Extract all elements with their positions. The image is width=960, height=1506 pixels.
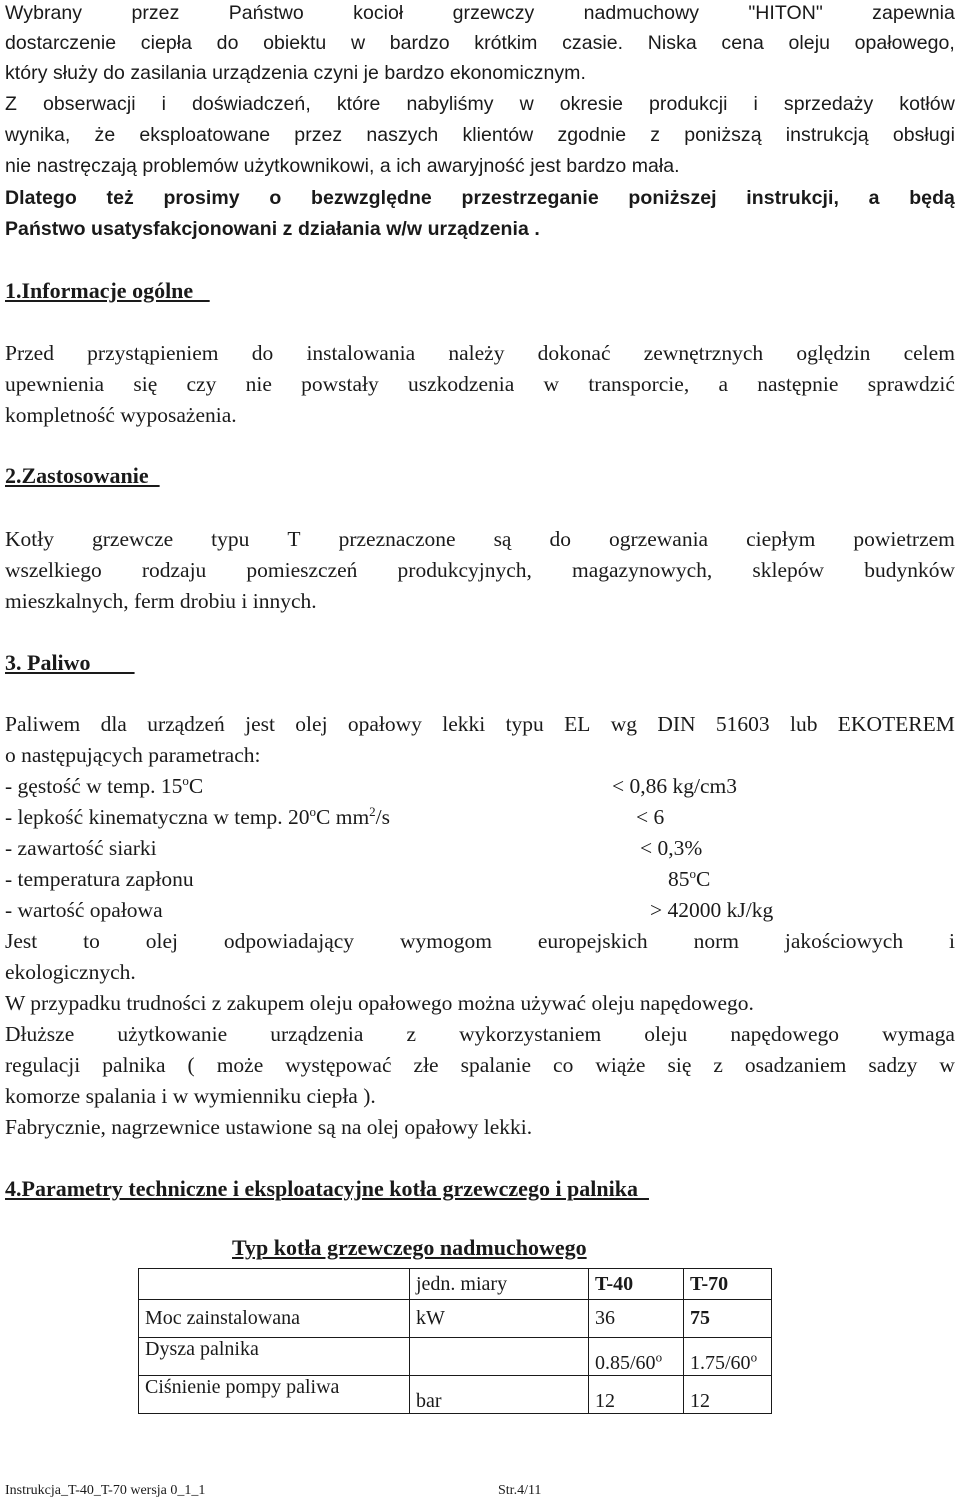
word: celem: [903, 341, 955, 365]
word: jest: [245, 712, 275, 736]
word: z: [650, 124, 661, 146]
word: okresie: [559, 93, 623, 115]
parameters-table: [138, 1268, 772, 1414]
section-2-line-1: [5, 524, 955, 554]
word: i: [161, 93, 167, 115]
word: się: [133, 372, 158, 396]
word: uszkodzenia: [408, 372, 515, 396]
table-cell: Moc zainstalowana: [139, 1300, 410, 1338]
word: należy: [448, 341, 505, 365]
table-cell: kW: [410, 1300, 589, 1338]
word: Z: [5, 93, 17, 115]
word: ogrzewania: [609, 527, 709, 551]
word: kocioł: [353, 2, 404, 24]
word: produkcyjnych,: [397, 558, 532, 582]
word: Państwo: [228, 2, 304, 24]
word: sadzy: [868, 1053, 918, 1077]
word: EL: [564, 712, 591, 736]
intro-line-6: nie nastręczają problemów użytkownikowi, a ich awaryjność jest bardzo mała.: [5, 155, 680, 177]
word: (: [187, 1053, 195, 1077]
word: do: [216, 32, 239, 54]
word: czasie.: [562, 32, 624, 54]
word: wiąże: [595, 1053, 646, 1077]
table-cell: [410, 1338, 589, 1376]
table-cell: 12: [684, 1376, 772, 1414]
word: typu: [211, 527, 250, 551]
word: krótkim: [474, 32, 538, 54]
table-row: [139, 1376, 772, 1414]
word: też: [106, 187, 134, 209]
word: pomieszczeń: [246, 558, 358, 582]
section-1-line-1: [5, 338, 955, 368]
word: zapewnia: [872, 2, 955, 24]
word: jakościowych: [784, 929, 904, 953]
param-density-label: - gęstość w temp. 15$^o$C: [5, 772, 204, 798]
param-sulfur-label: - zawartość siarki: [5, 836, 157, 860]
footer-page-number: Str.4/11: [498, 1483, 542, 1498]
word: rodzaju: [141, 558, 207, 582]
word: osadzaniem: [744, 1053, 847, 1077]
word: norm: [693, 929, 739, 953]
param-density-value: < 0,86 kg/cm3: [612, 774, 737, 798]
word: a: [718, 372, 728, 396]
word: oględzin: [796, 341, 871, 365]
word: złe: [413, 1053, 439, 1077]
section-3-line-2: o następujących parametrach:: [5, 743, 261, 767]
section-3-line-4: ekologicznych.: [5, 960, 136, 984]
word: o: [269, 187, 282, 209]
word: Kotły: [5, 527, 54, 551]
table-cell: Ciśnienie pompy paliwa: [139, 1376, 410, 1414]
section-3-line-6: [5, 1019, 955, 1049]
table-cell: bar: [410, 1376, 589, 1414]
word: się: [667, 1053, 692, 1077]
word: występować: [285, 1053, 392, 1077]
word: olej: [145, 929, 179, 953]
table-cell: 12: [589, 1376, 684, 1414]
word: użytkowanie: [117, 1022, 228, 1046]
word: są: [493, 527, 512, 551]
word: spalanie: [460, 1053, 532, 1077]
word: napędowego: [730, 1022, 839, 1046]
word: wykorzystaniem: [459, 1022, 602, 1046]
word: może: [216, 1053, 264, 1077]
word: w: [350, 32, 366, 54]
word: 51603: [715, 712, 770, 736]
section-3-line-9: Fabrycznie, nagrzewnice ustawione są na olej opałowy lekki.: [5, 1115, 533, 1139]
word: urządzeń: [147, 712, 225, 736]
word: obsługi: [892, 124, 955, 146]
word: grzewczy: [452, 2, 535, 24]
section-3-line-3: [5, 926, 955, 956]
section-3-line-7: [5, 1050, 955, 1080]
intro-line-2: [5, 28, 955, 58]
word: które: [336, 93, 381, 115]
word: i: [948, 929, 955, 953]
word: typu: [505, 712, 544, 736]
word: dostarczenie: [5, 32, 117, 54]
word: opałowy: [347, 712, 422, 736]
word: przez: [294, 124, 343, 146]
word: Wybrany: [5, 2, 83, 24]
section-4-heading: 4.Parametry techniczne i eksploatacyjne kotła grzewczego i palnika: [5, 1176, 649, 1201]
section-3-line-1: [5, 709, 955, 739]
word: z: [406, 1022, 416, 1046]
word: prosimy: [163, 187, 240, 209]
table-header-cell: jedn. miary: [410, 1269, 589, 1300]
word: obiektu: [263, 32, 327, 54]
table-cell: Dysza palnika: [139, 1338, 410, 1376]
word: regulacji: [5, 1053, 81, 1077]
word: "HITON": [748, 2, 823, 24]
word: dla: [100, 712, 127, 736]
word: instrukcją: [785, 124, 869, 146]
word: Dłuższe: [5, 1022, 75, 1046]
word: bezwzględne: [310, 187, 432, 209]
word: przestrzeganie: [461, 187, 599, 209]
word: klientów: [462, 124, 534, 146]
word: czy: [186, 372, 217, 396]
table-header-cell: [139, 1269, 410, 1300]
word: wymogom: [399, 929, 492, 953]
table-header-row: [139, 1269, 772, 1300]
footer-document-id: Instrukcja_T-40_T-70 wersja 0_1_1: [5, 1483, 206, 1498]
word: Przed: [5, 341, 54, 365]
table-row: [139, 1300, 772, 1338]
word: Paliwem: [5, 712, 81, 736]
word: przez: [131, 2, 180, 24]
word: w: [939, 1053, 955, 1077]
word: Niska: [647, 32, 697, 54]
table-cell: 36: [589, 1300, 684, 1338]
intro-line-1: [5, 0, 955, 28]
word: bardzo: [389, 32, 450, 54]
word: poniższej: [628, 187, 717, 209]
param-calorific-label: - wartość opałowa: [5, 898, 163, 922]
word: wszelkiego: [5, 558, 102, 582]
word: będą: [909, 187, 955, 209]
word: dokonać: [537, 341, 611, 365]
word: wynika,: [5, 124, 71, 146]
word: lekki: [442, 712, 486, 736]
word: do: [251, 341, 274, 365]
section-3-line-8: komorze spalania i w wymienniku ciepła ).: [5, 1084, 376, 1108]
word: instalowania: [306, 341, 416, 365]
word: sprzedaży: [783, 93, 874, 115]
word: obserwacji: [42, 93, 136, 115]
word: to: [83, 929, 100, 953]
word: naszych: [366, 124, 439, 146]
word: odpowiadający: [223, 929, 355, 953]
word: i: [753, 93, 758, 115]
word: doświadczeń,: [192, 93, 311, 115]
word: że: [94, 124, 116, 146]
param-viscosity-label: - lepkość kinematyczna w temp. 20$^o$C $mm^2/s$: [5, 803, 391, 829]
word: nadmuchowy: [583, 2, 700, 24]
word: poniższą: [684, 124, 762, 146]
word: nie: [245, 372, 272, 396]
word: budynków: [864, 558, 955, 582]
word: oleju: [644, 1022, 688, 1046]
table-header-cell: T-70: [684, 1269, 772, 1300]
word: transporcie,: [588, 372, 690, 396]
word: do: [549, 527, 571, 551]
word: sprawdzić: [867, 372, 955, 396]
section-3-line-5: W przypadku trudności z zakupem oleju opałowego można używać oleju napędowego.: [5, 991, 754, 1015]
word: Dlatego: [5, 187, 77, 209]
param-calorific-value: > 42000 kJ/kg: [650, 898, 774, 922]
table-cell: 0.85/60$^o$: [589, 1338, 684, 1376]
word: ciepłym: [746, 527, 816, 551]
word: co: [553, 1053, 574, 1077]
table-header-cell: T-40: [589, 1269, 684, 1300]
word: palnika: [102, 1053, 166, 1077]
word: a: [868, 187, 880, 209]
param-viscosity-value: < 6: [636, 805, 665, 829]
word: ciepła: [140, 32, 193, 54]
intro-line-5: [5, 120, 955, 150]
intro-line-4: [5, 89, 955, 119]
word: przeznaczone: [338, 527, 456, 551]
word: w: [519, 93, 534, 115]
section-1-line-2: [5, 369, 955, 399]
word: przystąpieniem: [87, 341, 219, 365]
section-2-line-3: mieszkalnych, ferm drobiu i innych.: [5, 589, 317, 613]
word: następnie: [757, 372, 839, 396]
word: EKOTEREM: [837, 712, 955, 736]
word: grzewcze: [92, 527, 174, 551]
word: upewnienia: [5, 372, 105, 396]
word: lub: [789, 712, 818, 736]
table-row: [139, 1338, 772, 1376]
param-flashpoint-label: - temperatura zapłonu: [5, 867, 194, 891]
word: instrukcji,: [746, 187, 839, 209]
word: powstały: [301, 372, 379, 396]
word: z: [713, 1053, 723, 1077]
word: eksploatowane: [139, 124, 271, 146]
word: zgodnie: [557, 124, 627, 146]
word: wymaga: [882, 1022, 955, 1046]
section-3-heading: 3. Paliwo: [5, 650, 135, 675]
word: olej: [295, 712, 328, 736]
table-title: Typ kotła grzewczego nadmuchowego: [232, 1235, 587, 1260]
word: opałowego,: [854, 32, 955, 54]
word: zewnętrznych: [643, 341, 764, 365]
section-1-heading: 1.Informacje ogólne: [5, 278, 210, 303]
intro-line-3: który służy do zasilania urządzenia czyni je bardzo ekonomicznym.: [5, 62, 586, 84]
word: produkcji: [649, 93, 728, 115]
word: powietrzem: [853, 527, 955, 551]
word: magazynowych,: [572, 558, 713, 582]
section-2-line-2: [5, 555, 955, 585]
word: cena: [721, 32, 764, 54]
word: Jest: [5, 929, 38, 953]
param-sulfur-value: < 0,3%: [640, 836, 703, 860]
section-2-heading: 2.Zastosowanie: [5, 463, 160, 488]
section-1-line-3: kompletność wyposażenia.: [5, 403, 237, 427]
word: DIN: [657, 712, 696, 736]
table-cell: 1.75/60$^o$: [684, 1338, 772, 1376]
word: T: [287, 527, 301, 551]
intro-bold-line-1: [5, 183, 955, 213]
word: oleju: [788, 32, 830, 54]
param-flashpoint-value: 85$^o$C: [668, 865, 711, 891]
word: nabyliśmy: [406, 93, 494, 115]
word: kotłów: [899, 93, 955, 115]
intro-bold-line-2: Państwo usatysfakcjonowani z działania w/w urządzenia .: [5, 218, 540, 240]
word: wg: [610, 712, 638, 736]
word: europejskich: [537, 929, 648, 953]
table-cell: 75: [684, 1300, 772, 1338]
word: urządzenia: [270, 1022, 364, 1046]
word: w: [543, 372, 560, 396]
word: sklepów: [752, 558, 825, 582]
